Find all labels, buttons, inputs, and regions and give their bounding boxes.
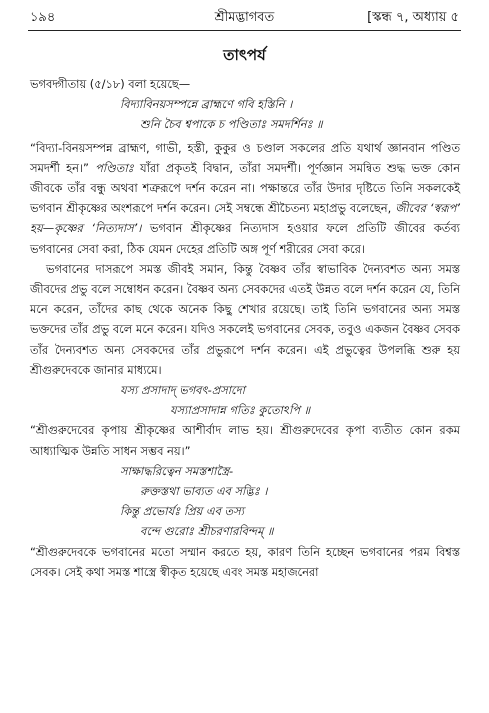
paragraph — [30, 138, 460, 259]
verse-line: যস্য প্রসাদাদ্ ভগবৎ-প্রসাদো — [120, 383, 245, 398]
chapter-reference: [স্কন্ধ ৭, অধ্যায় ৫ — [367, 10, 459, 25]
page-content — [30, 74, 460, 582]
quote-text: “বিদ্যা-বিনয়সম্পন্ন ব্রাহ্মণ, গাভী, হস্তী, কুকুর ও চণ্ডাল সকলের প্রতি যথার্থ জ্ঞানবান পণ্ডিত সমদর্শী হন।” — [30, 140, 460, 175]
page-number: ১৯৪ — [30, 10, 56, 25]
body-text: যাঁরা প্রকৃতই বিদ্বান, তাঁরা সমদর্শী। পূর্ণজ্ঞান সমন্বিত শুদ্ধ ভক্ত কোন জীবকে তাঁর বন্ধু অথবা শত্রুরূপে দর্শন করেন না। পক্ষান্তরে তাঁর উদার দৃষ্টিতে তিনি সকলকেই ভগবান শ্রীকৃষ্ণের অংশরূপে দর্শন করেন। সেই সম্বন্ধে শ্রীচৈতন্য মহাপ্রভু বলেছেন, — [30, 160, 461, 216]
section-heading: তাৎপর্য — [223, 46, 266, 64]
verse-line: সাক্ষাদ্ধরিত্বেন সমস্তশাস্ত্রৈ- — [120, 463, 234, 478]
verse-line: কিন্তু প্রভোর্যঃ প্রিয় এব তস্য — [120, 504, 244, 519]
paragraph: “শ্রীগুরুদেবের কৃপায় শ্রীকৃষ্ণের আশীর্বাদ লাভ হয়। শ্রীগুরুদেবের কৃপা ব্যতীত কোন রকম আধ্যাত্মিক উন্নতি সাধন সম্ভব নয়।” — [30, 423, 460, 458]
verse-line: বিদ্যাবিনয়সম্পন্নে ব্রাহ্মণে গবি হস্তিনি । — [120, 97, 293, 112]
verse-line: রুক্তস্তথা ভাব্যত এব সদ্ভিঃ । — [140, 484, 268, 499]
header-rule — [28, 30, 461, 31]
book-title: শ্রীমদ্ভাগবত — [214, 10, 275, 25]
paragraph: “শ্রীগুরুদেবকে ভগবানের মতো সম্মান করতে হয়, কারণ তিনি হচ্ছেন ভগবানের পরম বিশ্বস্ত সেবক। সেই কথা সমস্ত শাস্ত্রে স্বীকৃত হয়েছে এবং সমস্ত মহাজনেরা — [30, 544, 460, 579]
page-header — [30, 8, 459, 30]
paragraph: ভগবানের দাসরূপে সমস্ত জীবই সমান, কিন্তু বৈষ্ণব তাঁর স্বাভাবিক দৈন্যবশত অন্য সমস্ত জীবদের প্রভু বলে সম্বোধন করেন। বৈষ্ণব অন্য সেবকদের এতই উন্নত বলে দর্শন করেন যে, তিনি মনে করেন, তাঁদের কাছ থেকে অনেক কিছু শেখার রয়েছে। তাই তিনি ভগবানের অন্য সমস্ত ভক্তদের তাঁর প্রভু বলে মনে করেন। যদিও সকলেই ভগবানের সেবক, তবুও একজন বৈষ্ণব সেবক তাঁর দৈন্যবশত অন্য সেবকদের তাঁর প্রভুরূপে দর্শন করেন। এই প্রভুত্বের উপলব্ধি শুরু হয় শ্রীগুরুদেবকে জানার মাধ্যমে। — [30, 261, 460, 377]
verse-line: যস্যাপ্রসাদান্ন গতিঃ কুতোঽপি ॥ — [170, 403, 311, 418]
sanskrit-term: পণ্ডিতাঃ — [95, 160, 134, 175]
body-text: ভগবান শ্রীকৃষ্ণের নিত্যদাস হওয়ার ফলে প্রতিটি জীবের কর্তব্য ভগবানের সেবা করা, ঠিক যেমন দেহের প্রতিটি অঙ্গ পূর্ণ শরীরের সেবা করে। — [30, 221, 460, 256]
verse-line: বন্দে গুরোঃ শ্রীচরণারবিন্দম্ ॥ — [140, 524, 274, 539]
verse-line: শুনি চৈব শ্বপাকে চ পণ্ডিতাঃ সমদর্শিনঃ ॥ — [140, 117, 323, 132]
italic-quote: জীবের ‘স্বরূপ’ হয়—কৃষ্ণের ‘নিত্যদাস’। — [30, 201, 461, 236]
intro-line: ভগবদ্গীতায় (৫/১৮) বলা হয়েছে— — [30, 77, 191, 91]
